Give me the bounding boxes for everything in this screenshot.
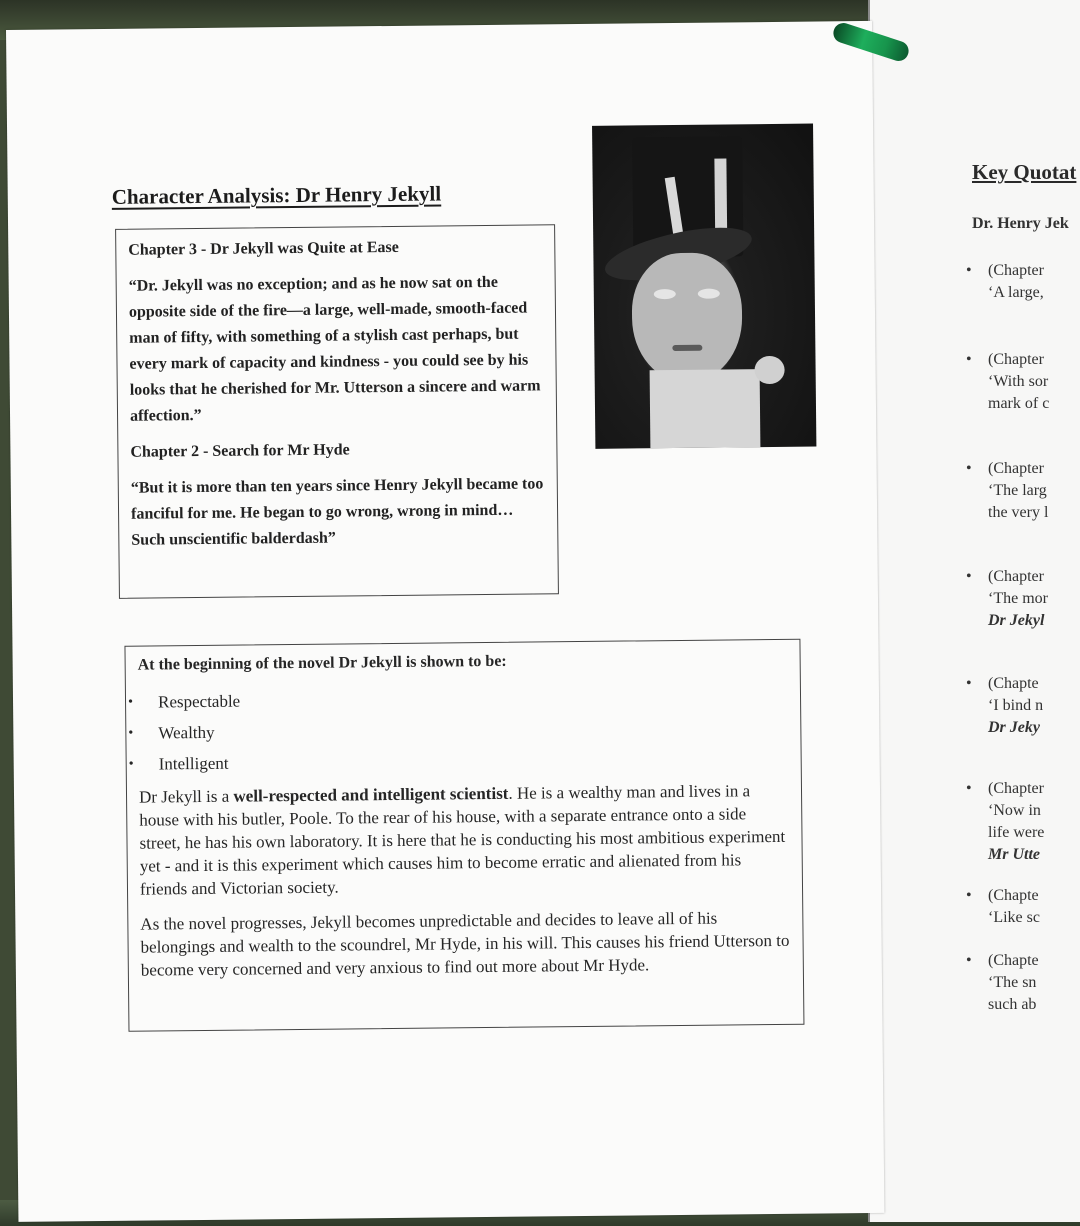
quotation-item: • (Chapte ‘The sn such ab xyxy=(966,952,1039,1013)
quotation-item: • (Chapte ‘I bind n Dr Jeky xyxy=(988,673,1043,739)
character-analysis-page xyxy=(6,21,884,1222)
summary-paragraph: Dr Jekyll is a well-respected and intelligent scientist. He is a wealthy man and lives in a house with his butler, Poole. To the rear of his house, with a separate entrance onto a side street, he has his own laboratory. It is here that he is conducting his most ambitious experiment yet - and it is this experiment which causes him to become erratic and alienated from his friends and Victorian society. xyxy=(138,781,786,899)
traits-list xyxy=(128,680,789,780)
jekyll-portrait-photo xyxy=(592,124,816,449)
quotation-attribution: Dr Jekyl xyxy=(988,612,1045,629)
chapter-heading: Chapter 3 - Dr Jekyll was Quite at Ease xyxy=(128,238,399,259)
quotation-attribution: Dr Jeky xyxy=(988,719,1040,736)
trait-item: • Respectable xyxy=(128,680,788,718)
quotation-attribution: Mr Utte xyxy=(988,846,1040,863)
bullet-icon: • xyxy=(966,675,972,692)
chapter-quote: “Dr. Jekyll was no exception; and as he now sat on the opposite side of the fire—a large, well-made, smooth-faced man of fifty, with something of a stylish cast perhaps, but every mark of capacity and kindness - you could see by his looks that he cherished for Mr. Utterson a sincere and warm affection.” xyxy=(128,273,541,425)
bullet-icon: • xyxy=(966,887,972,904)
chapter-heading: Chapter 2 - Search for Mr Hyde xyxy=(130,441,350,461)
trait-item: • Intelligent xyxy=(129,742,789,780)
summary-lead: At the beginning of the novel Dr Jekyll is shown to be: xyxy=(137,652,507,674)
quotation-item: • (Chapter ‘With sor mark of c xyxy=(966,351,1050,412)
key-quotations-title: Key Quotat xyxy=(972,160,1077,184)
quotation-item: • (Chapter ‘A large, xyxy=(966,262,1044,301)
portrait-face xyxy=(631,252,742,383)
chapter-quotes-box xyxy=(115,224,559,599)
bullet-icon: • xyxy=(966,351,972,368)
key-quotations-page xyxy=(868,0,1080,1222)
bullet-icon: • xyxy=(128,756,134,772)
bullet-icon: • xyxy=(966,568,972,585)
trait-item: • Wealthy xyxy=(128,711,788,749)
quotation-item: • (Chapter ‘The mor Dr Jekyl xyxy=(988,566,1048,632)
character-summary-box xyxy=(124,639,804,1032)
page-title: Character Analysis: Dr Henry Jekyll xyxy=(111,181,442,209)
bullet-icon: • xyxy=(966,780,972,797)
bullet-icon: • xyxy=(966,262,972,279)
key-quotations-subtitle: Dr. Henry Jek xyxy=(972,215,1069,232)
summary-paragraph: As the novel progresses, Jekyll becomes unpredictable and decides to leave all of his belongings and wealth to the scoundrel, Mr Hyde, in his will. This causes his friend Utterson to become very concerned and very anxious to find out more about Mr Hyde. xyxy=(140,908,790,980)
bullet-icon: • xyxy=(966,460,972,477)
bullet-icon: • xyxy=(127,694,134,710)
bullet-icon: • xyxy=(128,725,134,741)
chapter-quote: “But it is more than ten years since Henry Jekyll became too fanciful for me. He began to go wrong, wrong in mind… Such unscientific balderdash” xyxy=(130,475,544,549)
bullet-icon: • xyxy=(966,952,972,969)
quotation-item: • (Chapter ‘The larg the very l xyxy=(966,460,1049,521)
quotation-item: • (Chapter ‘Now in life were Mr Utte xyxy=(988,778,1044,866)
quotation-item: • (Chapte ‘Like sc xyxy=(966,887,1040,926)
buttonhole-flower xyxy=(754,356,784,384)
